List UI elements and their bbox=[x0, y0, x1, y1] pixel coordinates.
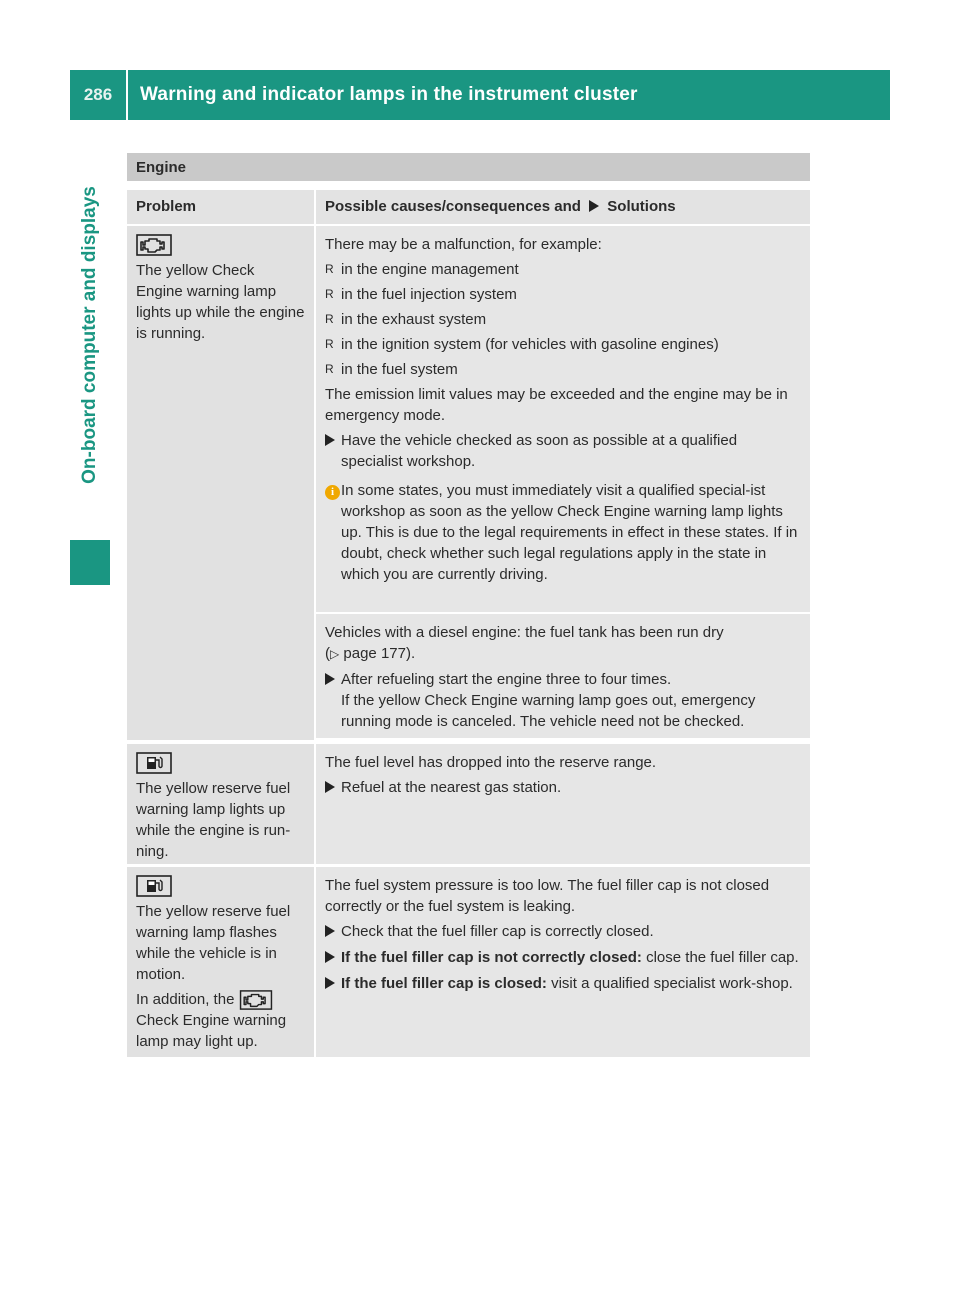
list-item: R in the fuel injection system bbox=[325, 286, 517, 303]
solution-cell bbox=[314, 226, 810, 740]
action-step: Have the vehicle checked as soon as possible at a qualified specialist workshop. bbox=[325, 430, 802, 472]
action-step: After refueling start the engine three to four times. If the yellow Check Engine warning lamp goes out, emergency running mode is canceled. The vehicle need not be checked. bbox=[325, 669, 802, 732]
action-arrow-icon bbox=[325, 951, 335, 963]
fuel-pump-icon bbox=[136, 752, 172, 774]
column-header-problem: Problem bbox=[127, 190, 314, 224]
column-header-causes-text: Possible causes/consequences and bbox=[325, 198, 581, 215]
page-number: 286 bbox=[83, 85, 113, 104]
emission-text: The emission limit values may be exceeded and the engine may be in emergency mode. bbox=[325, 386, 788, 424]
page-reference: (▷ page 177). bbox=[325, 645, 416, 662]
action-arrow-icon bbox=[589, 200, 599, 212]
table-row bbox=[127, 744, 810, 864]
problem-cell bbox=[127, 867, 314, 1057]
action-step: If the fuel filler cap is closed: visit a qualified specialist work-shop. bbox=[325, 973, 802, 995]
section-header: Engine bbox=[127, 153, 810, 181]
cause-text: The fuel level has dropped into the reserve range. bbox=[325, 754, 657, 771]
action-arrow-icon bbox=[325, 781, 335, 793]
side-marker bbox=[70, 540, 110, 585]
action-step: If the fuel filler cap is not correctly closed: close the fuel filler cap. bbox=[325, 947, 802, 969]
solution-cell bbox=[314, 744, 810, 864]
problem-cell bbox=[127, 226, 314, 740]
page-title: Warning and indicator lamps in the instrument cluster bbox=[140, 84, 638, 105]
info-note: i In some states, you must immediately visit a qualified special-ist workshop as soon as the yellow Check Engine warning lamp lights up. This is due to the legal requirements in effect in these states. If in doubt, check whether such legal regulations apply in the state in which you are currently driving. bbox=[325, 480, 802, 585]
action-step: Refuel at the nearest gas station. bbox=[325, 777, 802, 799]
table-header bbox=[127, 190, 810, 224]
info-icon: i bbox=[325, 485, 340, 500]
cause-intro: There may be a malfunction, for example: bbox=[325, 236, 602, 253]
solution-block bbox=[316, 867, 810, 1057]
solution-block bbox=[316, 226, 810, 612]
list-item: R in the engine management bbox=[325, 261, 519, 278]
column-header-solutions-text: Solutions bbox=[607, 198, 676, 215]
action-arrow-icon bbox=[325, 434, 335, 446]
problem-text: The yellow reserve fuel warning lamp lights up while the engine is run-ning. bbox=[136, 780, 291, 861]
action-arrow-icon bbox=[325, 977, 335, 989]
table-row bbox=[127, 226, 810, 740]
action-arrow-icon bbox=[325, 925, 335, 937]
page-ref-arrow-icon: ▷ bbox=[330, 647, 340, 661]
table-row bbox=[127, 867, 810, 1057]
action-step: Check that the fuel filler cap is correctly closed. bbox=[325, 921, 802, 943]
problem-cell bbox=[127, 744, 314, 864]
cause-text: The fuel system pressure is too low. The fuel filler cap is not closed correctly or the fuel system is leaking. bbox=[325, 877, 770, 915]
list-item: R in the exhaust system bbox=[325, 311, 487, 328]
problem-text: The yellow reserve fuel warning lamp flashes while the vehicle is in motion. bbox=[136, 903, 291, 984]
solution-block bbox=[316, 744, 810, 864]
side-section-label bbox=[70, 140, 110, 530]
action-arrow-icon bbox=[325, 673, 335, 685]
diesel-text: Vehicles with a diesel engine: the fuel tank has been run dry bbox=[325, 624, 724, 641]
solution-cell bbox=[314, 867, 810, 1057]
page-header bbox=[70, 70, 890, 120]
column-header-causes bbox=[314, 190, 810, 224]
solution-block bbox=[316, 612, 810, 738]
fuel-pump-icon bbox=[136, 875, 172, 897]
check-engine-icon bbox=[239, 990, 273, 1010]
side-label-text: On-board computer and displays bbox=[79, 186, 100, 484]
check-engine-icon bbox=[136, 234, 172, 256]
problem-text: The yellow Check Engine warning lamp lights up while the engine is running. bbox=[136, 262, 305, 343]
problem-addition: In addition, the Check Engine warning lamp may light up. bbox=[136, 991, 287, 1051]
list-item: R in the fuel system bbox=[325, 361, 458, 378]
list-item: R in the ignition system (for vehicles with gasoline engines) bbox=[325, 336, 719, 353]
